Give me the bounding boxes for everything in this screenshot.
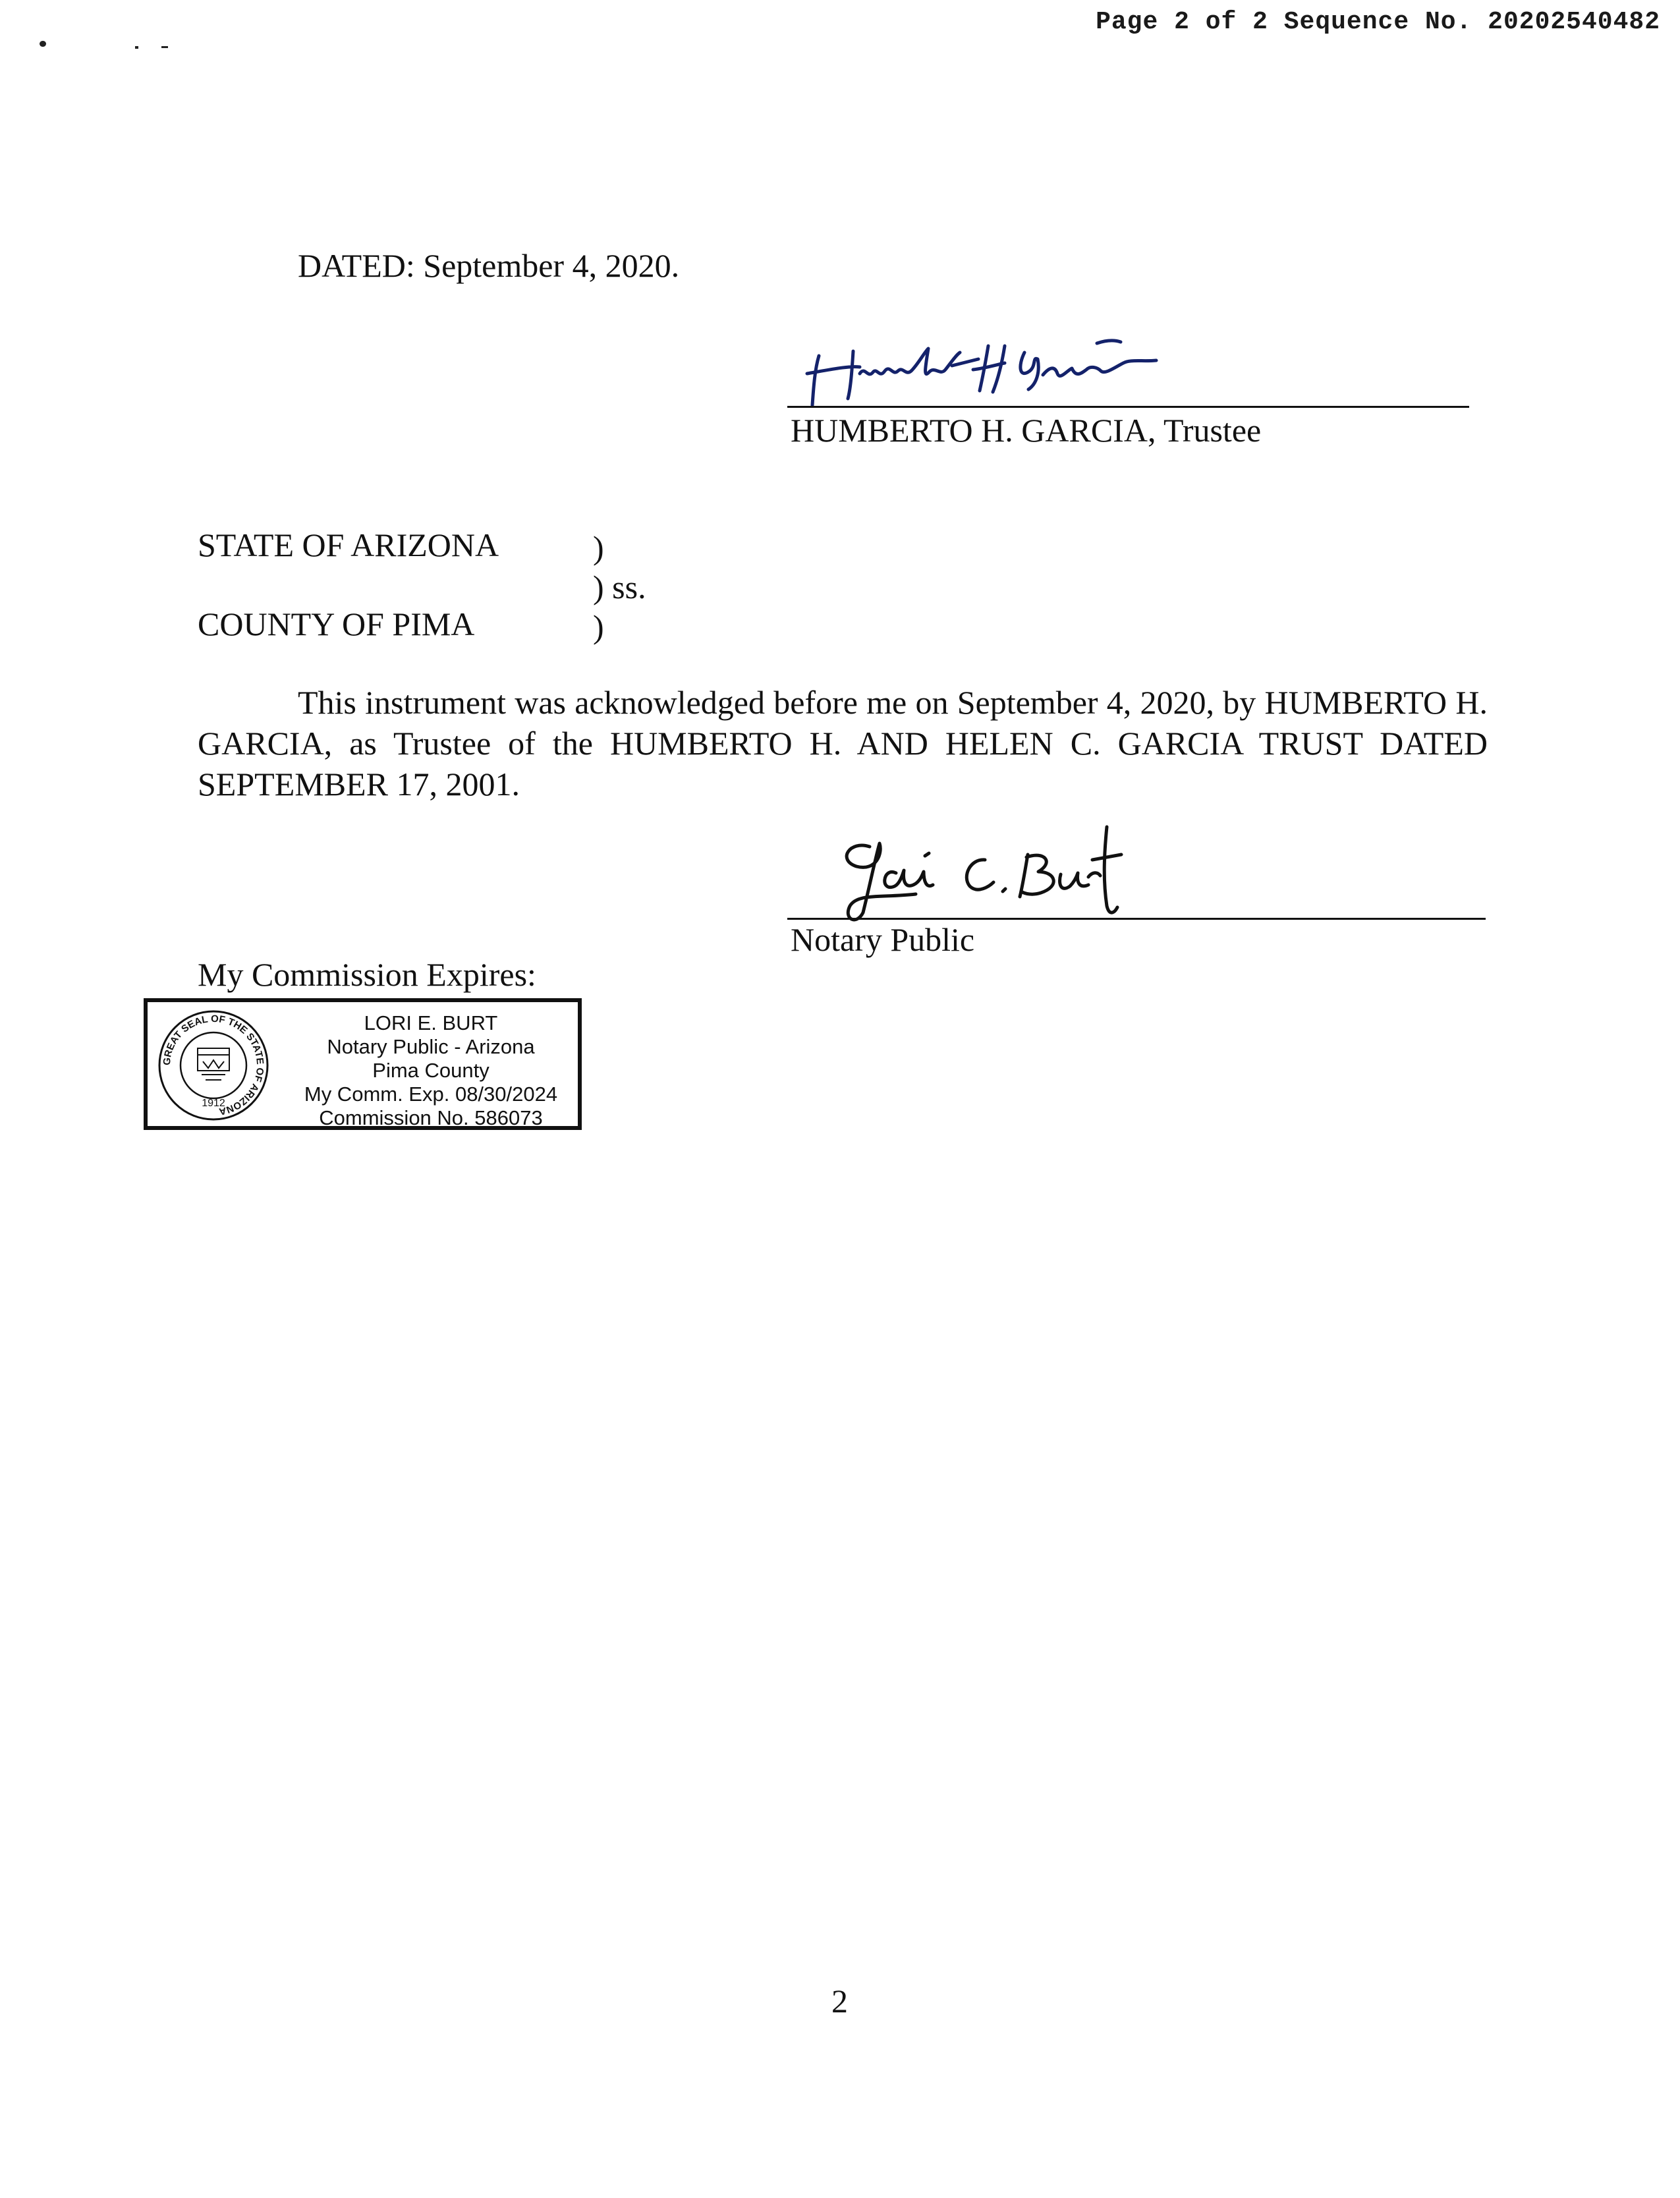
notary-public-label: Notary Public	[791, 921, 975, 958]
page-sequence-header: Page 2 of 2 Sequence No. 20202540482	[1096, 8, 1660, 36]
scan-speck	[40, 41, 46, 47]
stamp-county: Pima County	[372, 1059, 490, 1082]
dated-line: DATED: September 4, 2020.	[298, 247, 680, 284]
trustee-signature	[787, 333, 1183, 412]
scan-speck	[135, 46, 138, 49]
svg-text:GREAT SEAL OF THE STATE OF ARI: GREAT SEAL OF THE STATE OF ARIZONA	[161, 1013, 266, 1117]
page-number: 2	[831, 1983, 848, 2019]
trustee-signature-line	[787, 406, 1469, 408]
scan-speck	[161, 46, 168, 48]
venue-state: STATE OF ARIZONA	[198, 526, 499, 563]
venue-paren-ss: ) ss.	[593, 569, 646, 606]
trustee-name-line: HUMBERTO H. GARCIA, Trustee	[791, 412, 1262, 449]
commission-expires-label: My Commission Expires:	[198, 956, 536, 993]
acknowledgment-text: This instrument was acknowledged before me on September 4, 2020, by HUMBERTO H. GARCIA, as Trustee of the HUMBERTO H. AND HELEN C. GARCIA TRUST DATED SEPTEMBER 17, 2001.	[198, 684, 1488, 803]
stamp-expiration: My Comm. Exp. 08/30/2024	[304, 1083, 558, 1106]
venue-paren-bottom: )	[593, 608, 604, 645]
arizona-state-seal-icon	[157, 1009, 270, 1122]
venue-paren-top: )	[593, 529, 604, 566]
stamp-notary-title: Notary Public - Arizona	[327, 1035, 535, 1058]
venue-county: COUNTY OF PIMA	[198, 606, 475, 642]
stamp-text-block	[286, 1011, 576, 1130]
stamp-commission-number: Commission No. 586073	[319, 1106, 543, 1129]
trustee-signature-icon	[787, 333, 1183, 412]
acknowledgment-paragraph	[198, 682, 1488, 804]
svg-text:1912: 1912	[202, 1098, 225, 1109]
notary-stamp	[144, 998, 582, 1130]
stamp-notary-name: LORI E. BURT	[364, 1011, 498, 1034]
